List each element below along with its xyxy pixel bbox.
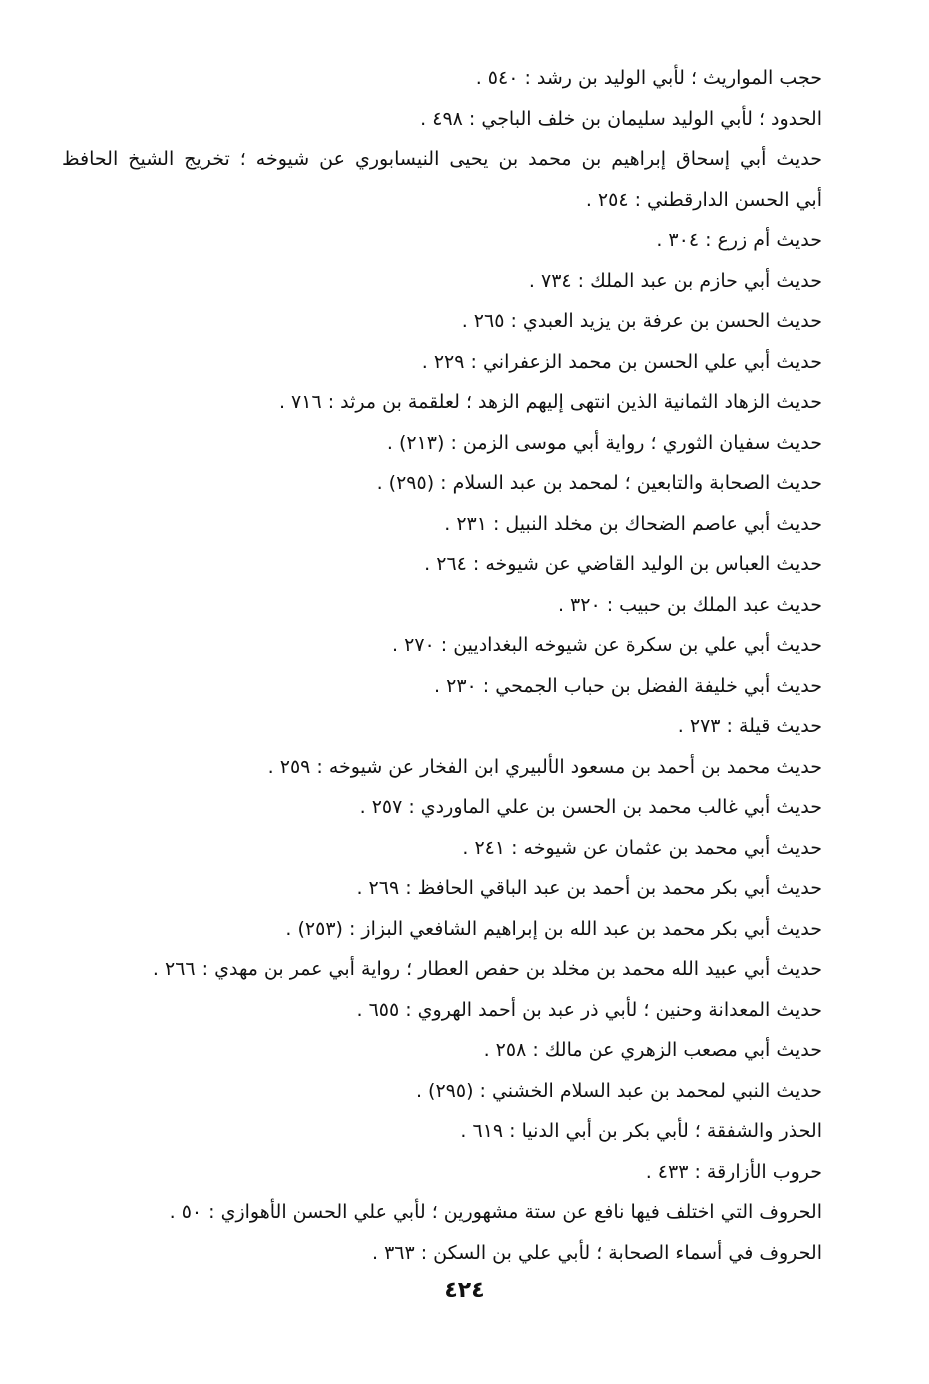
- index-entry-list: [62, 58, 822, 1273]
- index-entry: حديث أبي محمد بن عثمان عن شيوخه : ٢٤١ .: [462, 836, 822, 859]
- index-entry: حديث الزهاد الثمانية الذين انتهى إليهم الزهد ؛ لعلقمة بن مرثد : ٧١٦ .: [278, 391, 822, 413]
- index-entry: حديث أبي علي الحسن بن محمد الزعفراني : ٢٢٩ .: [421, 350, 822, 373]
- index-entry: حديث الحسن بن عرفة بن يزيد العبدي : ٢٦٥ .: [461, 310, 822, 332]
- index-entry: حديث سفيان الثوري ؛ رواية أبي موسى الزمن : (٢١٣) .: [386, 431, 822, 454]
- index-entry: حديث النبي لمحمد بن عبد السلام الخشني : (٢٩٥) .: [415, 1079, 822, 1102]
- index-entry: حديث أبي غالب محمد بن الحسن بن علي الماوردي : ٢٥٧ .: [359, 796, 822, 818]
- index-entry: حديث أبي خليفة الفضل بن حباب الجمحي : ٢٣٠ .: [434, 674, 822, 697]
- index-entry: الحروف في أسماء الصحابة ؛ لأبي علي بن السكن : ٣٦٣ .: [371, 1241, 822, 1264]
- index-entry: حديث أبي علي بن سكرة عن شيوخه البغداديين : ٢٧٠ .: [392, 634, 822, 656]
- index-entry: حديث أبي إسحاق إبراهيم بن محمد بن يحيى النيسابوري عن شيوخه ؛ تخريج الشيخ الحافظ: [62, 148, 822, 170]
- index-entry: الحروف التي اختلف فيها نافع عن ستة مشهورين ؛ لأبي علي الحسن الأهوازي : ٥٠ .: [169, 1201, 822, 1223]
- index-entry: حديث قيلة : ٢٧٣ .: [677, 715, 822, 737]
- index-entry: حديث محمد بن أحمد بن مسعود الألبيري ابن الفخار عن شيوخه : ٢٥٩ .: [267, 755, 822, 778]
- index-entry: حديث عبد الملك بن حبيب : ٣٢٠ .: [557, 593, 822, 616]
- page-number: ٤٢٤: [444, 1278, 485, 1303]
- index-entry: حديث أبي بكر محمد بن عبد الله بن إبراهيم الشافعي البزاز : (٢٥٣) .: [285, 917, 822, 940]
- index-entry: الحدود ؛ لأبي الوليد سليمان بن خلف الباجي : ٤٩٨ .: [420, 107, 822, 130]
- index-entry: حديث العباس بن الوليد القاضي عن شيوخه : ٢٦٤ .: [424, 553, 822, 575]
- index-entry: حجب المواريث ؛ لأبي الوليد بن رشد : ٥٤٠ .: [475, 67, 822, 89]
- index-entry: حديث المعدانة وحنين ؛ لأبي ذر عبد بن أحمد الهروي : ٦٥٥ .: [356, 998, 822, 1021]
- index-entry: حديث أبي عاصم الضحاك بن مخلد النبيل : ٢٣١ .: [444, 512, 822, 535]
- index-entry: حديث أبي عبيد الله محمد بن مخلد بن حفص العطار ؛ رواية أبي عمر بن مهدي : ٢٦٦ .: [152, 958, 822, 980]
- index-entry: حديث أبي بكر محمد بن أحمد بن عبد الباقي الحافظ : ٢٦٩ .: [356, 877, 822, 899]
- index-entry: حديث أم زرع : ٣٠٤ .: [656, 229, 822, 251]
- index-entry: حديث الصحابة والتابعين ؛ لمحمد بن عبد السلام : (٢٩٥) .: [376, 472, 822, 494]
- index-entry: حديث أبي مصعب الزهري عن مالك : ٢٥٨ .: [483, 1039, 822, 1061]
- index-entry: الحذر والشفقة ؛ لأبي بكر بن أبي الدنيا : ٦١٩ .: [460, 1120, 822, 1142]
- index-entry: أبي الحسن الدارقطني : ٢٥٤ .: [585, 188, 822, 211]
- index-entry: حروب الأزارقة : ٤٣٣ .: [645, 1160, 822, 1183]
- index-entry: حديث أبي حازم بن عبد الملك : ٧٣٤ .: [528, 269, 822, 292]
